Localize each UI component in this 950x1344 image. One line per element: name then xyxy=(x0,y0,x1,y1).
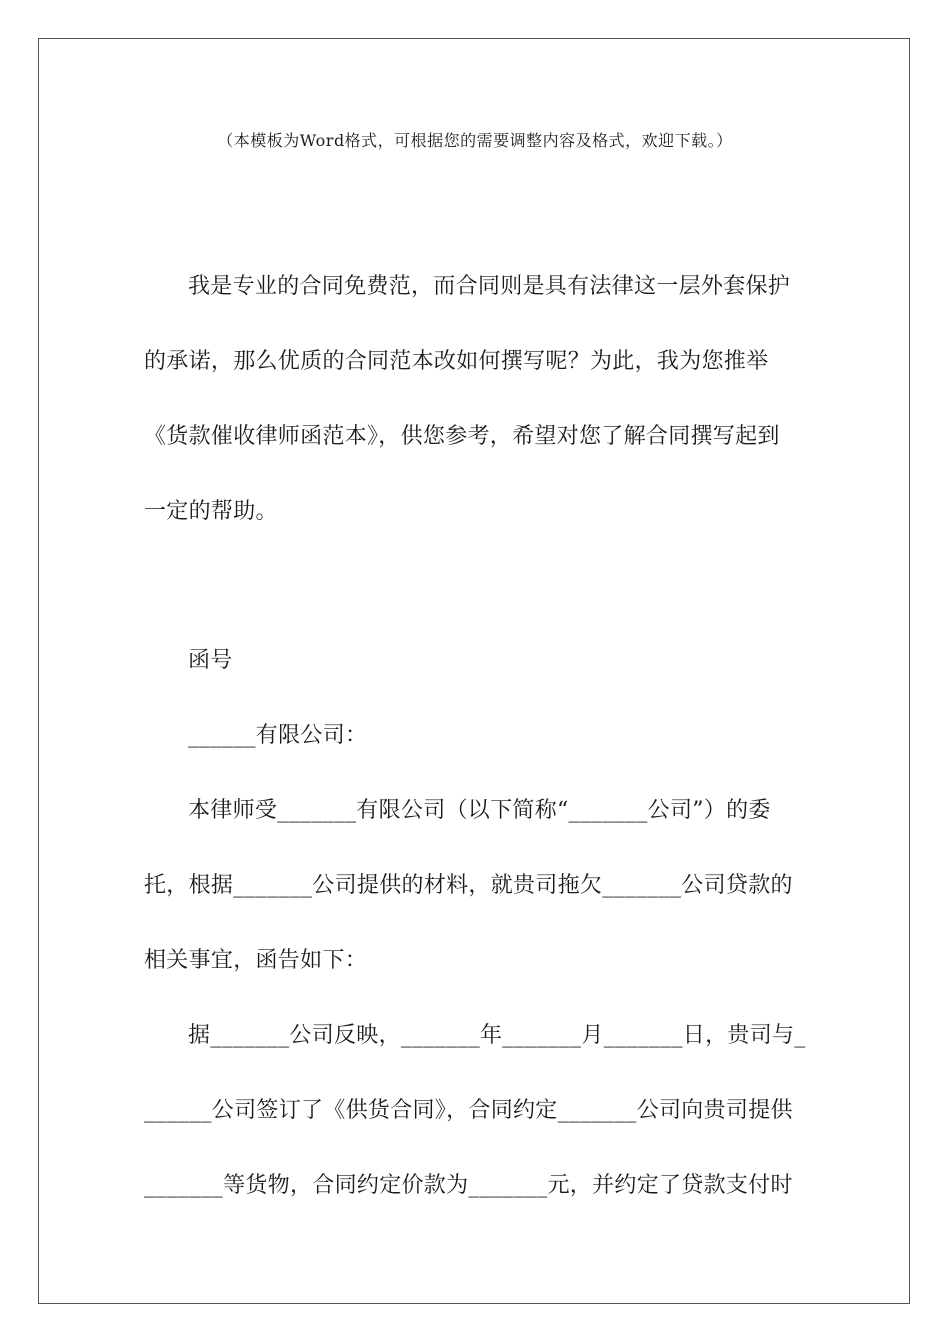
intro-line-3: 《货款催收律师函范本》，供您参考，希望对您了解合同撰写起到 xyxy=(144,424,780,449)
template-notice: （本模板为Word格式，可根据您的需要调整内容及格式，欢迎下载。） xyxy=(217,131,733,150)
intro-line-1: 我是专业的合同免费范，而合同则是具有法律这一层外套保护 xyxy=(188,274,791,299)
addressee-line: ______有限公司： xyxy=(188,723,368,748)
body-line-5: ______公司签订了《供货合同》，合同约定_______公司向贵司提供 xyxy=(144,1098,793,1123)
body-line-4: 据_______公司反映，_______年_______月_______日，贵司与_ xyxy=(188,1023,806,1048)
intro-line-4: 一定的帮助。 xyxy=(144,499,278,524)
intro-line-2: 的承诺，那么优质的合同范本改如何撰写呢？为此，我为您推举 xyxy=(144,349,769,374)
body-line-1: 本律师受_______有限公司（以下简称“_______公司”）的委 xyxy=(188,798,771,823)
body-line-2: 托，根据_______公司提供的材料，就贵司拖欠_______公司贷款的 xyxy=(144,873,793,898)
letter-number-label: 函号 xyxy=(188,648,233,673)
body-line-6: _______等货物，合同约定价款为_______元，并约定了贷款支付时 xyxy=(144,1173,793,1198)
body-line-3: 相关事宜，函告如下： xyxy=(144,948,368,973)
